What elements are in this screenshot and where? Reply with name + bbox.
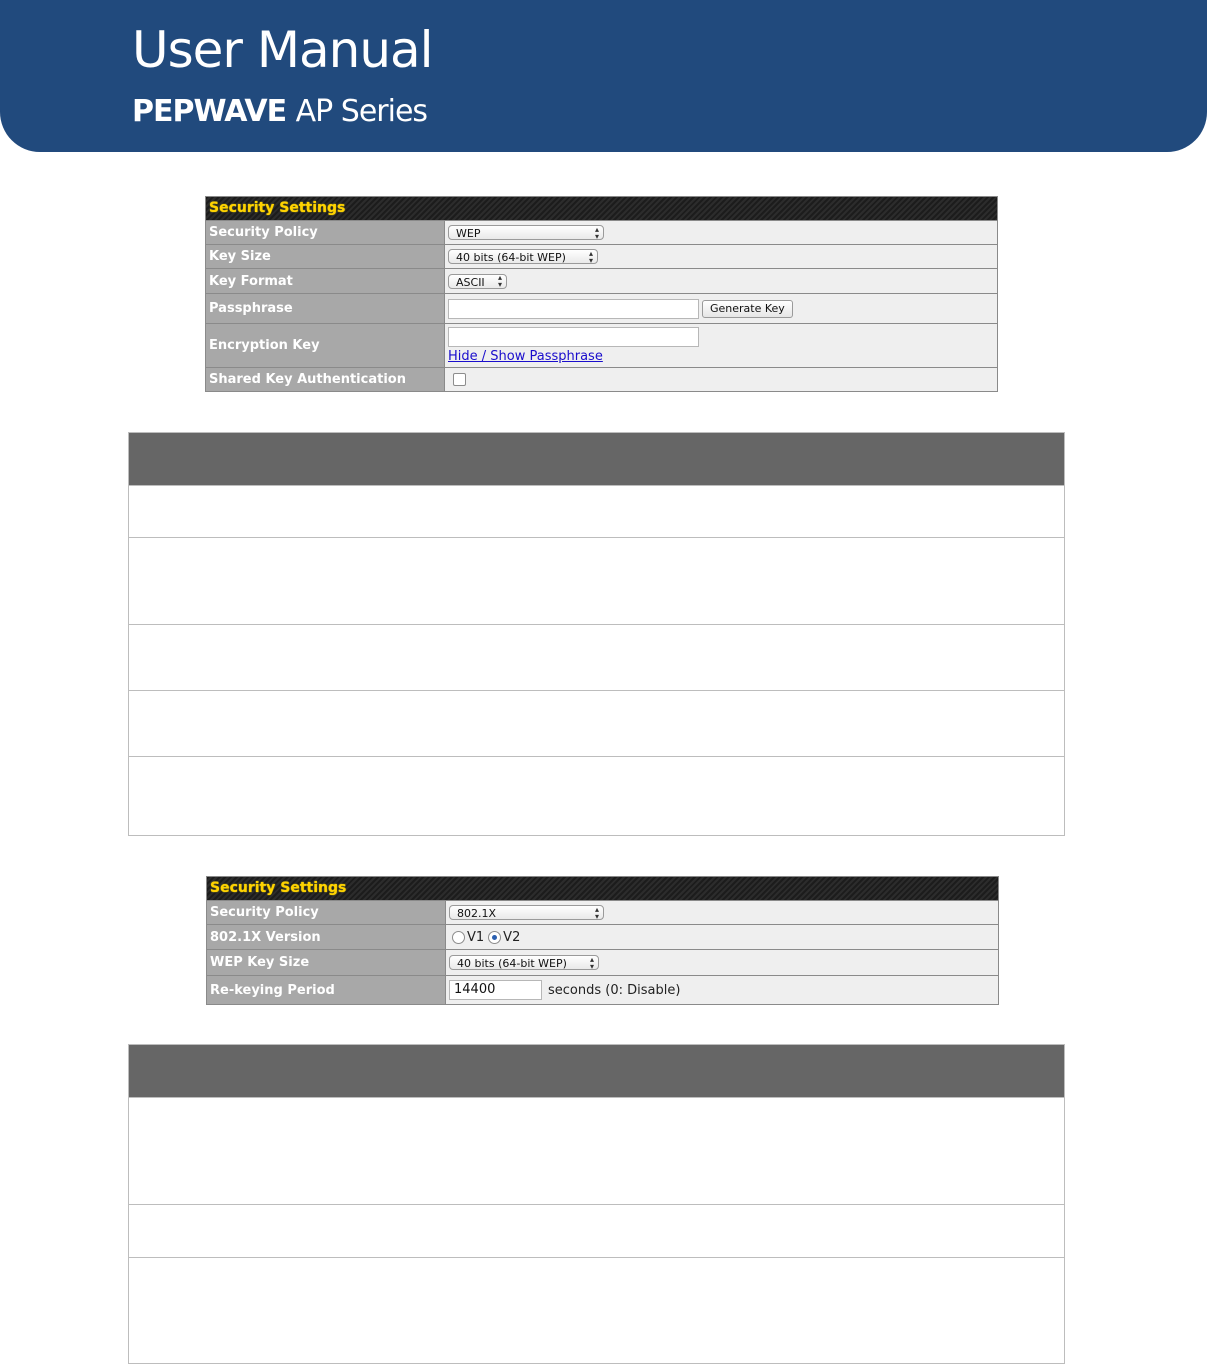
passphrase-label: Passphrase <box>206 294 445 323</box>
table-header <box>129 1045 1064 1097</box>
generate-key-button[interactable]: Generate Key <box>702 300 793 318</box>
table-row <box>129 690 1064 756</box>
table-row <box>129 624 1064 690</box>
rekeying-period-row <box>207 975 998 1004</box>
wep-key-size-row <box>207 949 998 975</box>
passphrase-row <box>206 293 997 323</box>
key-format-value: ASCII <box>456 275 485 289</box>
rekeying-period-input[interactable]: 14400 <box>449 980 542 1000</box>
wep-key-size-label: WEP Key Size <box>207 950 446 975</box>
select-arrows-icon: ▴ ▾ <box>594 224 599 241</box>
shared-key-auth-label: Shared Key Authentication <box>206 368 445 391</box>
dot1x-security-settings-panel <box>206 876 999 1005</box>
security-policy-select[interactable] <box>449 905 604 920</box>
security-policy-row <box>206 220 997 244</box>
dot1x-settings-description-table <box>128 1044 1065 1364</box>
wep-settings-description-table <box>128 432 1065 836</box>
v2-radio-label: V2 <box>503 929 521 945</box>
key-size-value: 40 bits (64-bit WEP) <box>456 251 566 264</box>
key-format-row <box>206 268 997 293</box>
product-subtitle <box>132 92 427 132</box>
shared-key-auth-row <box>206 367 997 391</box>
security-policy-row <box>207 900 998 924</box>
key-size-label: Key Size <box>206 245 445 268</box>
table-row <box>129 1097 1064 1204</box>
table-row <box>129 537 1064 624</box>
key-size-select[interactable] <box>448 249 598 264</box>
encryption-key-label: Encryption Key <box>206 324 445 367</box>
security-policy-label: Security Policy <box>206 221 445 244</box>
table-row <box>129 1257 1064 1364</box>
key-size-row <box>206 244 997 268</box>
wep-key-size-value: 40 bits (64-bit WEP) <box>457 957 567 970</box>
select-arrows-icon: ▴ ▾ <box>497 273 502 289</box>
panel-header: Security Settings <box>206 197 997 220</box>
wep-key-size-select[interactable] <box>449 955 599 970</box>
v1-radio-label: V1 <box>467 929 485 945</box>
security-policy-select[interactable] <box>448 225 604 240</box>
manual-title: User Manual <box>132 21 433 79</box>
series-name: AP Series <box>295 94 428 129</box>
select-arrows-icon: ▴ ▾ <box>588 248 593 265</box>
key-format-select[interactable] <box>448 274 507 289</box>
brand-name: PEPWAVE <box>132 94 287 129</box>
dot1x-version-label: 802.1X Version <box>207 925 446 949</box>
rekeying-period-suffix: seconds (0: Disable) <box>548 982 681 998</box>
table-header <box>129 433 1064 485</box>
select-arrows-icon: ▴ ▾ <box>594 904 599 921</box>
encryption-key-input[interactable] <box>448 327 699 347</box>
v2-radio[interactable] <box>488 931 501 944</box>
encryption-key-row <box>206 323 997 367</box>
wep-security-settings-panel <box>205 196 998 392</box>
table-row <box>129 1204 1064 1257</box>
security-policy-value: WEP <box>456 227 481 240</box>
rekeying-period-label: Re-keying Period <box>207 976 446 1004</box>
passphrase-input[interactable] <box>448 299 699 319</box>
security-policy-value: 802.1X <box>457 907 497 920</box>
security-policy-label: Security Policy <box>207 901 446 924</box>
key-format-label: Key Format <box>206 269 445 293</box>
hide-show-passphrase-link[interactable]: Hide / Show Passphrase <box>448 349 603 364</box>
table-row <box>129 485 1064 537</box>
select-arrows-icon: ▴ ▾ <box>589 954 594 971</box>
panel-header: Security Settings <box>207 877 998 900</box>
dot1x-version-row <box>207 924 998 949</box>
v1-radio[interactable] <box>452 931 465 944</box>
header-banner <box>0 0 1207 152</box>
table-row <box>129 756 1064 836</box>
shared-key-auth-checkbox[interactable] <box>453 373 466 386</box>
